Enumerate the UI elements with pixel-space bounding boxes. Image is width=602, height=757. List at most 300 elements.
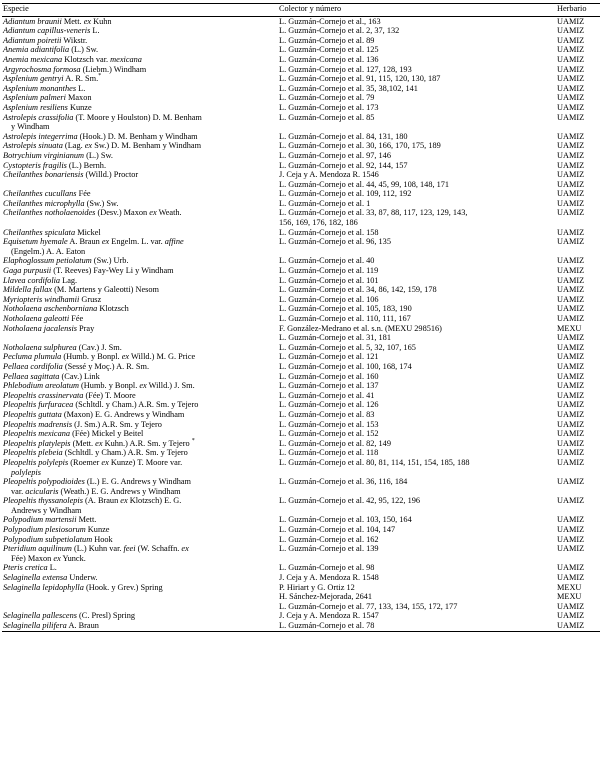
italic-text: Pecluma plumula [3, 352, 62, 362]
collector-entry: L. Guzmán-Cornejo et al. 36, 116, 184 [279, 477, 408, 487]
species-cell [2, 583, 278, 612]
herbarium-cell [556, 266, 600, 276]
collector-entry: L. Guzmán-Cornejo et al. 127, 128, 193 [279, 64, 412, 74]
italic-text: Pteridium aquilinum [3, 544, 72, 554]
collector-entry: L. Guzmán-Cornejo et al. 42, 95, 122, 196 [279, 496, 421, 506]
collector-entry: L. Guzmán-Cornejo et al. 105, 183, 190 [279, 304, 412, 314]
herbarium-code: UAMIZ [557, 189, 585, 199]
species-name [3, 381, 195, 390]
table-row [2, 544, 600, 563]
italic-text: ex [101, 237, 110, 247]
text-span: Fée [76, 189, 91, 199]
herbarium-code: UAMIZ [557, 275, 585, 285]
species-name [3, 208, 182, 217]
herbarium-code: UAMIZ [557, 198, 585, 208]
table-row [2, 84, 600, 94]
species-cell [2, 45, 278, 55]
species-name [3, 103, 92, 112]
text-span: Yunck. [60, 553, 86, 563]
herbarium-cell [556, 563, 600, 573]
species-cell [2, 93, 278, 103]
species-cell [2, 352, 278, 362]
species-name-continued [3, 554, 277, 564]
italic-text: Selaginella pallescens [3, 611, 77, 621]
text-span: (Hook.) D. M. Benham y Windham [77, 131, 198, 141]
species-name [3, 276, 77, 285]
herbarium-cell [556, 285, 600, 295]
collector-entry: L. Guzmán-Cornejo et al. 35, 38,102, 141 [279, 83, 418, 93]
text-span: Kunze [85, 525, 110, 535]
species-cell [2, 199, 278, 209]
text-span: (Sw.) Sw. [84, 198, 119, 208]
herbarium-code: UAMIZ [557, 544, 585, 554]
collector-cell [278, 170, 556, 189]
herbarium-cell [556, 55, 600, 65]
herbarium-code: UAMIZ [557, 563, 585, 573]
italic-text: Mildella fallax [3, 285, 53, 295]
herbarium-cell [556, 208, 600, 227]
italic-text: Pleopeltis madrensis [3, 419, 73, 429]
italic-text: affine [164, 237, 184, 247]
collector-cell [278, 199, 556, 209]
italic-text: Notholaena sulphurea [3, 342, 77, 352]
text-span: (Maxon) E. G. Andrews y Windham [61, 409, 185, 419]
herbarium-code: UAMIZ [557, 74, 585, 84]
collector-cell [278, 237, 556, 256]
italic-text: Pleopeltis platylepis [3, 438, 71, 448]
collector-cell [278, 285, 556, 295]
herbarium-cell [556, 525, 600, 535]
collector-cell [278, 151, 556, 161]
collector-entry: L. Guzmán-Cornejo et al. 119 [279, 266, 379, 276]
collector-entry: H. Sánchez-Mejorada, 2641 [279, 592, 373, 602]
text-span: Mett. [61, 16, 84, 26]
herbarium-cell [556, 161, 600, 171]
text-span: (Lag. [62, 141, 85, 151]
collector-entry: L. Guzmán-Cornejo et al. 92, 144, 157 [279, 160, 408, 170]
italic-text: Llavea cordifolia [3, 275, 61, 285]
herbarium-cell [556, 458, 600, 477]
species-name [3, 448, 188, 457]
italic-text: ex [139, 381, 147, 391]
herbarium-cell [556, 84, 600, 94]
species-name [3, 93, 92, 102]
herbarium-code: UAMIZ [557, 448, 585, 458]
collector-cell [278, 295, 556, 305]
species-cell [2, 372, 278, 382]
species-name [3, 36, 87, 45]
species-cell [2, 285, 278, 295]
text-span: (L.) Sw. [84, 150, 114, 160]
herbarium-cell [556, 343, 600, 353]
collector-cell [278, 314, 556, 324]
species-name [3, 314, 83, 323]
herbarium-code: UAMIZ [557, 266, 585, 276]
species-name [3, 199, 118, 208]
herbarium-cell [556, 439, 600, 449]
table-row [2, 352, 600, 362]
species-name [3, 256, 129, 265]
collector-entry: L. Guzmán-Cornejo et al. 85 [279, 112, 375, 122]
text-span: A. R. Sm. [63, 74, 99, 84]
collector-cell [278, 84, 556, 94]
text-span: (M. Martens y Galeotti) Nesom [52, 285, 160, 295]
collector-cell [278, 55, 556, 65]
herbarium-cell [556, 324, 600, 343]
collector-cell [278, 266, 556, 276]
species-cell [2, 343, 278, 353]
species-name [3, 535, 113, 544]
table-row [2, 132, 600, 142]
text-span: (L.) Bernh. [66, 160, 107, 170]
herbarium-cell [556, 611, 600, 621]
species-name [3, 429, 143, 438]
italic-text: Elaphoglossum petiolatum [3, 256, 92, 266]
italic-text: Selaginella lepidophylla [3, 582, 84, 592]
species-name [3, 45, 98, 54]
herbarium-code: UAMIZ [557, 457, 585, 467]
species-name [3, 65, 146, 74]
herbarium-cell [556, 477, 600, 496]
collector-entry: L. Guzmán-Cornejo et al. 103, 150, 164 [279, 515, 412, 525]
herbarium-code: UAMIZ [557, 515, 585, 525]
collector-entry: L. Guzmán-Cornejo et al. 1 [279, 198, 371, 208]
herbarium-code: UAMIZ [557, 419, 585, 429]
herbarium-cell [556, 544, 600, 563]
collector-entry: L. Guzmán-Cornejo et al. 41 [279, 390, 375, 400]
text-span: Klotzsch) E. G. [127, 496, 182, 506]
table-row [2, 228, 600, 238]
species-name-continued [3, 247, 277, 257]
italic-text: Polypodium martensii [3, 515, 77, 525]
herbarium-code: UAMIZ [557, 102, 585, 112]
collector-entry: L. Guzmán-Cornejo et al. 173 [279, 102, 379, 112]
text-span: (Engelm.) A. A. Eaton [11, 246, 86, 256]
table-row [2, 362, 600, 372]
table-row [2, 324, 600, 343]
herbarium-code: UAMIZ [557, 45, 585, 55]
collector-cell [278, 429, 556, 439]
table-row [2, 208, 600, 227]
italic-text: Anemia adiantifolia [3, 45, 70, 55]
collector-cell [278, 103, 556, 113]
text-span: Sw.) D. M. Benham y Windham [92, 141, 202, 151]
collector-entry: L. Guzmán-Cornejo et al. 104, 147 [279, 525, 396, 535]
species-cell [2, 410, 278, 420]
table-row [2, 535, 600, 545]
footnote-mark: * [98, 73, 102, 80]
collector-entry: L. Guzmán-Cornejo et al. 79 [279, 93, 375, 103]
species-name [3, 525, 109, 534]
table-row [2, 515, 600, 525]
text-span: Mickel [75, 227, 101, 237]
species-name [3, 324, 94, 333]
species-cell [2, 429, 278, 439]
text-span: (Sw.) Urb. [91, 256, 129, 266]
header-herbarium: Herbario [557, 4, 587, 13]
text-span: Wikstr. [61, 35, 88, 45]
species-cell [2, 535, 278, 545]
species-name [3, 458, 182, 467]
herbarium-cell [556, 429, 600, 439]
species-name [3, 161, 106, 170]
herbarium-cell [556, 237, 600, 256]
collector-entry: L. Guzmán-Cornejo et al. 44, 45, 99, 108, 148, 171 [279, 179, 450, 189]
species-cell [2, 55, 278, 65]
species-name [3, 113, 202, 122]
species-name [3, 55, 142, 64]
herbarium-code: UAMIZ [557, 314, 585, 323]
text-span: var. [11, 486, 26, 496]
italic-text: Anemia mexicana [3, 54, 63, 64]
herbarium-cell [556, 410, 600, 420]
herbarium-code: UAMIZ [557, 400, 585, 410]
collector-entry: L. Guzmán-Cornejo et al. 40 [279, 256, 375, 266]
collector-entry: L. Guzmán-Cornejo et al., 163 [279, 16, 381, 26]
collector-entry: L. Guzmán-Cornejo et al. 83 [279, 409, 375, 419]
text-span: Klotzsch [97, 304, 129, 314]
collector-entry: L. Guzmán-Cornejo et al. 109, 112, 192 [279, 189, 412, 199]
collector-cell [278, 420, 556, 430]
herbarium-code: UAMIZ [557, 429, 585, 439]
species-cell [2, 170, 278, 189]
herbarium-cell [556, 170, 600, 189]
species-name [3, 295, 101, 304]
text-span: L. [90, 26, 100, 36]
table-row [2, 266, 600, 276]
table-row [2, 276, 600, 286]
species-name [3, 170, 138, 179]
italic-text: Notholaena galeotti [3, 314, 70, 323]
collector-entry: L. Guzmán-Cornejo et al. 82, 149 [279, 438, 391, 448]
italic-text: ex [121, 352, 130, 362]
collector-cell [278, 458, 556, 477]
species-name [3, 410, 184, 419]
table-row [2, 448, 600, 458]
herbarium-cell [556, 295, 600, 305]
table-row [2, 410, 600, 420]
italic-text: Pteris cretica [3, 563, 48, 573]
italic-text: mexicana [110, 54, 142, 64]
collector-cell [278, 400, 556, 410]
text-span: (Roemer [68, 457, 102, 467]
herbarium-code: MEXU [557, 582, 582, 592]
italic-text: Cheilanthes notholaenoides [3, 208, 96, 218]
italic-text: Adiantum poiretii [3, 35, 62, 45]
collector-cell [278, 496, 556, 515]
table-row [2, 74, 600, 84]
collector-entry: L. Guzmán-Cornejo et al. 96, 135 [279, 237, 391, 247]
text-span: (A. Braun [82, 496, 121, 506]
species-cell [2, 563, 278, 573]
herbarium-cell [556, 583, 600, 612]
herbarium-cell [556, 26, 600, 36]
text-span: Lag. [60, 275, 78, 285]
collector-cell [278, 352, 556, 362]
table-row [2, 170, 600, 189]
table-row [2, 16, 600, 26]
species-name-continued [3, 122, 277, 132]
species-cell [2, 448, 278, 458]
collector-cell [278, 362, 556, 372]
text-span: Fée) Maxon [11, 553, 54, 563]
species-cell [2, 477, 278, 496]
collector-cell [278, 448, 556, 458]
italic-text: Pleopeltis polylepis [3, 457, 69, 467]
species-name [3, 237, 184, 246]
herbarium-cell [556, 515, 600, 525]
collector-cell [278, 343, 556, 353]
species-cell [2, 400, 278, 410]
collector-cell [278, 621, 556, 631]
herbarium-cell [556, 314, 600, 324]
italic-text: Argyrochosma formosa [3, 64, 81, 74]
table-row [2, 477, 600, 496]
species-cell [2, 621, 278, 631]
collector-entry: L. Guzmán-Cornejo et al. 34, 86, 142, 159, 178 [279, 285, 437, 295]
species-name-continued [3, 468, 277, 478]
collector-cell [278, 36, 556, 46]
species-name [3, 74, 101, 83]
collector-entry: L. Guzmán-Cornejo et al. 84, 131, 180 [279, 131, 408, 141]
collector-entry: L. Guzmán-Cornejo et al. 5, 32, 107, 165 [279, 342, 416, 352]
italic-text: Asplenium monanthes [3, 83, 77, 93]
herbarium-cell [556, 400, 600, 410]
species-cell [2, 381, 278, 391]
herbarium-code: UAMIZ [557, 170, 585, 180]
species-name [3, 400, 198, 409]
text-span: y Windham [11, 122, 50, 132]
herbarium-cell [556, 93, 600, 103]
italic-text: Notholaena aschenborniana [3, 304, 98, 314]
herbarium-cell [556, 372, 600, 382]
italic-text: ex [53, 553, 61, 563]
species-cell [2, 189, 278, 199]
herbarium-code: UAMIZ [557, 333, 585, 343]
collector-cell [278, 113, 556, 132]
italic-text: Cheilanthes microphylla [3, 198, 85, 208]
collector-cell [278, 535, 556, 545]
collector-entry: L. Guzmán-Cornejo et al. 106 [279, 294, 379, 304]
herbarium-cell [556, 189, 600, 199]
collector-cell [278, 381, 556, 391]
herbarium-code: UAMIZ [557, 208, 585, 218]
herbarium-code: UAMIZ [557, 438, 585, 448]
italic-text: Cheilanthes spiculata [3, 227, 76, 237]
collector-entry: L. Guzmán-Cornejo et al. 158 [279, 227, 379, 237]
herbarium-code: UAMIZ [557, 601, 585, 611]
italic-text: Adiantum braunii [3, 16, 62, 26]
herbarium-code: UAMIZ [557, 141, 585, 151]
herbarium-code: UAMIZ [557, 573, 585, 583]
table-row [2, 285, 600, 295]
herbarium-code: UAMIZ [557, 534, 585, 544]
italic-text: Astrolepis crassifolia [3, 112, 74, 122]
species-name [3, 496, 181, 505]
collector-entry: L. Guzmán-Cornejo et al. 31, 181 [279, 333, 391, 343]
table-row [2, 314, 600, 324]
italic-text: Myriopteris windhamii [3, 294, 80, 304]
species-name [3, 621, 99, 630]
species-name [3, 515, 96, 524]
species-name [3, 285, 159, 294]
collector-cell [278, 611, 556, 621]
herbarium-cell [556, 36, 600, 46]
species-cell [2, 544, 278, 563]
table-row [2, 458, 600, 477]
species-cell [2, 161, 278, 171]
italic-text: ex [181, 544, 189, 554]
collector-cell [278, 208, 556, 227]
species-cell [2, 266, 278, 276]
species-cell [2, 151, 278, 161]
text-span: (Humb. y Bonpl. [61, 352, 122, 362]
text-span: A. Braun [66, 621, 99, 630]
italic-text: ex [84, 141, 93, 151]
collector-entry: L. Guzmán-Cornejo et al. 2, 37, 132 [279, 26, 400, 36]
text-span: (Humb. y Bonpl. [78, 381, 140, 391]
italic-text: Pellaea cordifolia [3, 361, 63, 371]
italic-text: Pleopeltis thyssanolepis [3, 496, 83, 506]
header-species: Especie [3, 4, 29, 13]
species-cell [2, 256, 278, 266]
text-span: Hook [92, 534, 113, 544]
table-row [2, 563, 600, 573]
herbarium-code: UAMIZ [557, 342, 585, 352]
text-span: L. [47, 563, 57, 573]
herbarium-code: UAMIZ [557, 496, 585, 506]
table-row [2, 611, 600, 621]
table-row [2, 26, 600, 36]
text-span: Fée [69, 314, 84, 323]
text-span: A. Braun [67, 237, 102, 247]
collector-cell [278, 93, 556, 103]
text-span: (Sessé y Moç.) A. R. Sm. [62, 361, 150, 371]
collector-entry: J. Ceja y A. Mendoza R. 1547 [279, 611, 379, 621]
herbarium-code: UAMIZ [557, 16, 585, 26]
table-row [2, 256, 600, 266]
collector-entry: L. Guzmán-Cornejo et al. 77, 133, 134, 155, 172, 177 [279, 601, 458, 611]
text-span: Kuhn.) A.R. Sm. y Tejero [102, 438, 192, 448]
herbarium-cell [556, 74, 600, 84]
species-name [3, 304, 129, 313]
collector-entry: L. Guzmán-Cornejo et al. 125 [279, 45, 379, 55]
herbarium-code: UAMIZ [557, 621, 585, 630]
italic-text: Asplenium palmeri [3, 93, 66, 103]
collector-entry: J. Ceja y A. Mendoza R. 1548 [279, 573, 379, 583]
species-name [3, 544, 189, 553]
table-row [2, 65, 600, 75]
species-cell [2, 237, 278, 256]
text-span: Underw. [67, 573, 98, 583]
herbarium-code: UAMIZ [557, 390, 585, 400]
collector-entry: L. Guzmán-Cornejo et al. 33, 87, 88, 117, 123, 129, 143, [279, 208, 468, 218]
italic-text: ex [101, 457, 109, 467]
table-row [2, 113, 600, 132]
italic-text: Asplenium gentryi [3, 74, 64, 84]
herbarium-cell [556, 45, 600, 55]
species-name [3, 583, 163, 592]
italic-text: acicularis [25, 486, 59, 496]
species-name [3, 343, 122, 352]
species-cell [2, 525, 278, 535]
collector-cell [278, 74, 556, 84]
collector-entry: L. Guzmán-Cornejo et al. 80, 81, 114, 151, 154, 185, 188 [279, 457, 470, 467]
text-span: Engelm. L. var. [109, 237, 165, 247]
collector-entry: J. Ceja y A. Mendoza R. 1546 [279, 170, 379, 180]
table-row [2, 573, 600, 583]
species-cell [2, 74, 278, 84]
